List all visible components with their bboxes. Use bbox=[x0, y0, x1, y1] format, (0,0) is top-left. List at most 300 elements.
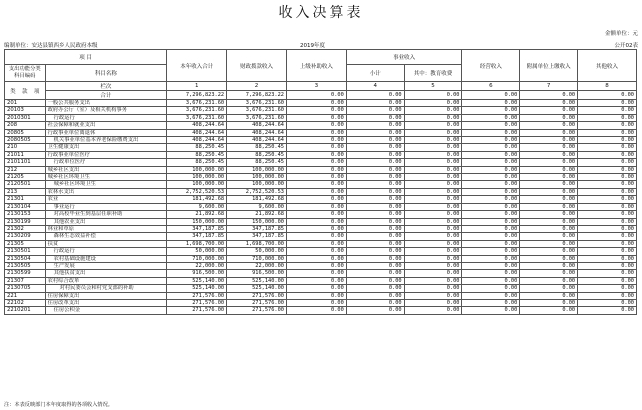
row-value: 0.00 bbox=[404, 240, 462, 247]
row-value: 2,752,520.53 bbox=[167, 188, 227, 195]
row-value: 0.00 bbox=[286, 292, 346, 299]
row-value: 0.00 bbox=[462, 262, 520, 269]
row-value: 0.00 bbox=[346, 181, 404, 188]
amount-unit-label: 金额单位：元 bbox=[604, 31, 638, 37]
row-value: 0.00 bbox=[286, 225, 346, 232]
row-value: 0.00 bbox=[520, 129, 578, 136]
table-row bbox=[5, 144, 637, 151]
row-value: 347,187.85 bbox=[227, 225, 287, 232]
row-value: 0.00 bbox=[286, 285, 346, 292]
row-value: 22,000.00 bbox=[167, 262, 227, 269]
row-value: 2,752,520.53 bbox=[227, 188, 287, 195]
row-name: 政府办公厅（室）及相关机构事务 bbox=[45, 107, 167, 114]
row-code: 2130104 bbox=[5, 203, 46, 210]
header-xiang: 项 bbox=[33, 88, 40, 95]
row-name: 住房改革支出 bbox=[45, 299, 167, 306]
row-value: 0.00 bbox=[520, 248, 578, 255]
row-value: 347,187.85 bbox=[227, 233, 287, 240]
row-value: 0.00 bbox=[462, 233, 520, 240]
row-value: 0.00 bbox=[462, 255, 520, 262]
row-code: 21307 bbox=[5, 277, 46, 284]
row-code: 2130599 bbox=[5, 270, 46, 277]
row-value: 0.00 bbox=[578, 292, 637, 299]
row-value: 0.00 bbox=[404, 225, 462, 232]
row-value: 100,000.00 bbox=[167, 166, 227, 173]
row-value: 0.00 bbox=[578, 166, 637, 173]
row-value: 0.00 bbox=[578, 285, 637, 292]
total-value: 0.00 bbox=[346, 91, 404, 100]
row-name: 生产发展 bbox=[45, 262, 167, 269]
row-value: 710,000.00 bbox=[167, 255, 227, 262]
header-superior: 上级补助收入 bbox=[286, 50, 346, 82]
row-value: 0.00 bbox=[520, 270, 578, 277]
row-value: 50,000.00 bbox=[167, 248, 227, 255]
row-value: 0.00 bbox=[520, 188, 578, 195]
row-value: 0.00 bbox=[346, 270, 404, 277]
row-code: 2120501 bbox=[5, 181, 46, 188]
row-value: 181,492.68 bbox=[227, 196, 287, 203]
row-value: 0.00 bbox=[578, 151, 637, 158]
row-value: 0.00 bbox=[520, 211, 578, 218]
row-value: 0.00 bbox=[578, 188, 637, 195]
header-name: 科目名称 bbox=[45, 65, 167, 82]
row-name: 森林生态效益补偿 bbox=[45, 233, 167, 240]
row-value: 0.00 bbox=[462, 211, 520, 218]
row-value: 0.00 bbox=[404, 100, 462, 107]
row-value: 0.00 bbox=[520, 100, 578, 107]
row-code: 21305 bbox=[5, 240, 46, 247]
row-value: 0.00 bbox=[578, 218, 637, 225]
row-value: 916,500.00 bbox=[167, 270, 227, 277]
header-lei-kuan-xiang bbox=[5, 82, 46, 100]
row-value: 0.00 bbox=[346, 107, 404, 114]
page-title: 收入决算表 bbox=[278, 5, 364, 21]
row-name: 对高校毕业生到基层任职补助 bbox=[45, 211, 167, 218]
row-value: 0.00 bbox=[520, 137, 578, 144]
col-number: 3 bbox=[286, 82, 346, 91]
row-value: 0.00 bbox=[404, 181, 462, 188]
row-value: 408,244.64 bbox=[227, 122, 287, 129]
row-value: 0.00 bbox=[346, 277, 404, 284]
row-code: 22102 bbox=[5, 299, 46, 306]
fiscal-year: 2019年度 bbox=[300, 43, 325, 49]
row-name: 一般公共服务支出 bbox=[45, 100, 167, 107]
row-value: 0.00 bbox=[404, 114, 462, 121]
table-row bbox=[5, 166, 637, 173]
row-value: 0.00 bbox=[462, 299, 520, 306]
row-value: 271,576.00 bbox=[227, 307, 287, 314]
row-name: 行政事业单位离退休 bbox=[45, 129, 167, 136]
row-value: 150,000.00 bbox=[227, 218, 287, 225]
row-value: 0.00 bbox=[462, 100, 520, 107]
row-value: 347,187.85 bbox=[167, 225, 227, 232]
row-value: 0.00 bbox=[286, 218, 346, 225]
row-value: 3,676,231.60 bbox=[167, 114, 227, 121]
row-code: 2130705 bbox=[5, 285, 46, 292]
row-value: 408,244.64 bbox=[167, 122, 227, 129]
row-value: 916,500.00 bbox=[227, 270, 287, 277]
total-value: 7,296,823.22 bbox=[167, 91, 227, 100]
row-value: 0.00 bbox=[578, 255, 637, 262]
table-row bbox=[5, 151, 637, 158]
row-value: 0.00 bbox=[462, 292, 520, 299]
header-business: 事业收入 bbox=[346, 50, 462, 65]
row-value: 0.00 bbox=[462, 137, 520, 144]
income-table bbox=[4, 49, 637, 315]
row-value: 0.00 bbox=[520, 151, 578, 158]
row-name: 卫生健康支出 bbox=[45, 144, 167, 151]
row-code: 2130199 bbox=[5, 218, 46, 225]
row-code: 2130505 bbox=[5, 262, 46, 269]
col-number: 8 bbox=[578, 82, 637, 91]
row-value: 0.00 bbox=[520, 262, 578, 269]
header-affiliated: 附属单位上缴收入 bbox=[520, 50, 578, 82]
table-row bbox=[5, 188, 637, 195]
row-value: 0.00 bbox=[286, 174, 346, 181]
row-value: 0.00 bbox=[462, 151, 520, 158]
row-value: 0.00 bbox=[404, 122, 462, 129]
row-value: 0.00 bbox=[578, 196, 637, 203]
row-value: 0.00 bbox=[286, 107, 346, 114]
row-code: 2130209 bbox=[5, 233, 46, 240]
row-code: 2130501 bbox=[5, 248, 46, 255]
row-code: 208 bbox=[5, 122, 46, 129]
row-value: 50,000.00 bbox=[227, 248, 287, 255]
row-value: 3,676,231.60 bbox=[227, 100, 287, 107]
row-value: 0.00 bbox=[520, 240, 578, 247]
row-value: 0.00 bbox=[346, 151, 404, 158]
row-value: 0.00 bbox=[404, 196, 462, 203]
row-value: 0.00 bbox=[286, 248, 346, 255]
total-value: 0.00 bbox=[404, 91, 462, 100]
row-value: 0.00 bbox=[462, 107, 520, 114]
row-value: 3,676,231.60 bbox=[167, 107, 227, 114]
row-value: 710,000.00 bbox=[227, 255, 287, 262]
table-row bbox=[5, 211, 637, 218]
row-value: 271,576.00 bbox=[167, 307, 227, 314]
table-row bbox=[5, 100, 637, 107]
row-value: 0.00 bbox=[462, 307, 520, 314]
table-row bbox=[5, 196, 637, 203]
total-value: 0.00 bbox=[520, 91, 578, 100]
row-value: 0.00 bbox=[520, 307, 578, 314]
row-value: 0.00 bbox=[578, 122, 637, 129]
row-value: 100,000.00 bbox=[167, 181, 227, 188]
table-row bbox=[5, 122, 637, 129]
row-value: 0.00 bbox=[462, 196, 520, 203]
row-value: 0.00 bbox=[286, 181, 346, 188]
row-value: 0.00 bbox=[404, 144, 462, 151]
row-value: 22,000.00 bbox=[227, 262, 287, 269]
row-value: 0.00 bbox=[578, 225, 637, 232]
row-name: 行政单位医疗 bbox=[45, 159, 167, 166]
row-code: 212 bbox=[5, 166, 46, 173]
header-project: 项 目 bbox=[5, 50, 167, 65]
row-value: 0.00 bbox=[404, 285, 462, 292]
row-value: 0.00 bbox=[346, 137, 404, 144]
row-code: 21302 bbox=[5, 225, 46, 232]
row-value: 0.00 bbox=[346, 188, 404, 195]
footnote: 注：本表反映部门本年度取得的各项收入情况。 bbox=[4, 402, 113, 408]
row-code: 201 bbox=[5, 100, 46, 107]
row-value: 0.00 bbox=[346, 122, 404, 129]
row-value: 0.00 bbox=[404, 307, 462, 314]
header-row-label: 栏次 bbox=[45, 82, 167, 91]
row-value: 0.00 bbox=[346, 233, 404, 240]
row-value: 0.00 bbox=[286, 144, 346, 151]
row-value: 525,140.00 bbox=[167, 277, 227, 284]
row-value: 0.00 bbox=[520, 166, 578, 173]
form-number: 公开02表 bbox=[614, 43, 638, 49]
row-value: 0.00 bbox=[346, 307, 404, 314]
row-name: 住房保障支出 bbox=[45, 292, 167, 299]
table-row bbox=[5, 255, 637, 262]
row-value: 0.00 bbox=[346, 174, 404, 181]
row-value: 0.00 bbox=[346, 285, 404, 292]
table-header bbox=[5, 50, 637, 100]
table-row bbox=[5, 299, 637, 306]
row-code: 2130153 bbox=[5, 211, 46, 218]
row-value: 0.00 bbox=[578, 129, 637, 136]
row-value: 408,244.64 bbox=[227, 137, 287, 144]
row-value: 0.00 bbox=[286, 262, 346, 269]
row-value: 0.00 bbox=[578, 137, 637, 144]
row-value: 0.00 bbox=[286, 203, 346, 210]
row-value: 0.00 bbox=[578, 248, 637, 255]
row-value: 0.00 bbox=[462, 225, 520, 232]
row-value: 0.00 bbox=[286, 159, 346, 166]
row-value: 0.00 bbox=[346, 144, 404, 151]
row-value: 0.00 bbox=[520, 196, 578, 203]
row-value: 0.00 bbox=[346, 240, 404, 247]
row-value: 100,000.00 bbox=[227, 166, 287, 173]
row-value: 0.00 bbox=[462, 203, 520, 210]
row-value: 88,250.45 bbox=[227, 151, 287, 158]
row-name: 城乡社区环境卫生 bbox=[45, 174, 167, 181]
row-value: 0.00 bbox=[462, 248, 520, 255]
table-row bbox=[5, 307, 637, 314]
org-name: 安达县镇西乡人民政府本级 bbox=[31, 43, 98, 49]
row-value: 100,000.00 bbox=[227, 174, 287, 181]
header-subtotal: 小计 bbox=[346, 65, 404, 82]
row-name: 城乡社区环境卫生 bbox=[45, 181, 167, 188]
row-value: 0.00 bbox=[346, 218, 404, 225]
row-name: 机关事业单位基本养老保险缴费支出 bbox=[45, 137, 167, 144]
row-value: 21,892.68 bbox=[167, 211, 227, 218]
table-row bbox=[5, 129, 637, 136]
header-total: 本年收入合计 bbox=[167, 50, 227, 82]
row-value: 3,676,231.60 bbox=[167, 100, 227, 107]
total-value: 7,296,823.22 bbox=[227, 91, 287, 100]
row-name: 农业 bbox=[45, 196, 167, 203]
row-name: 农林水支出 bbox=[45, 188, 167, 195]
table-row bbox=[5, 240, 637, 247]
row-value: 0.00 bbox=[578, 299, 637, 306]
row-name: 行政事业单位医疗 bbox=[45, 151, 167, 158]
row-value: 0.00 bbox=[286, 129, 346, 136]
row-value: 271,576.00 bbox=[227, 299, 287, 306]
row-value: 0.00 bbox=[520, 218, 578, 225]
header-other: 其他收入 bbox=[578, 50, 637, 82]
header-lei: 类 bbox=[10, 88, 16, 95]
row-value: 0.00 bbox=[346, 129, 404, 136]
row-code: 21011 bbox=[5, 151, 46, 158]
table-row bbox=[5, 181, 637, 188]
row-value: 9,600.00 bbox=[167, 203, 227, 210]
table-body bbox=[5, 100, 637, 315]
row-value: 0.00 bbox=[520, 181, 578, 188]
row-name: 扶贫 bbox=[45, 240, 167, 247]
row-code: 21205 bbox=[5, 174, 46, 181]
row-value: 0.00 bbox=[404, 218, 462, 225]
row-value: 0.00 bbox=[404, 174, 462, 181]
row-value: 0.00 bbox=[578, 159, 637, 166]
row-value: 0.00 bbox=[286, 196, 346, 203]
row-value: 0.00 bbox=[462, 188, 520, 195]
col-number: 4 bbox=[346, 82, 404, 91]
table-row bbox=[5, 114, 637, 121]
row-value: 0.00 bbox=[462, 181, 520, 188]
row-value: 9,600.00 bbox=[227, 203, 287, 210]
row-value: 0.00 bbox=[462, 218, 520, 225]
row-code: 21301 bbox=[5, 196, 46, 203]
row-value: 0.00 bbox=[404, 211, 462, 218]
table-row bbox=[5, 107, 637, 114]
row-value: 0.00 bbox=[462, 270, 520, 277]
table-row bbox=[5, 203, 637, 210]
row-value: 271,576.00 bbox=[167, 292, 227, 299]
row-value: 0.00 bbox=[286, 114, 346, 121]
row-value: 0.00 bbox=[346, 203, 404, 210]
row-value: 0.00 bbox=[520, 233, 578, 240]
table-row bbox=[5, 137, 637, 144]
row-value: 0.00 bbox=[578, 144, 637, 151]
col-number: 7 bbox=[520, 82, 578, 91]
row-value: 0.00 bbox=[578, 233, 637, 240]
row-value: 525,140.00 bbox=[167, 285, 227, 292]
row-code: 210 bbox=[5, 144, 46, 151]
row-value: 0.00 bbox=[578, 181, 637, 188]
row-code: 2210201 bbox=[5, 307, 46, 314]
row-code: 213 bbox=[5, 188, 46, 195]
row-value: 0.00 bbox=[462, 122, 520, 129]
row-value: 0.00 bbox=[404, 159, 462, 166]
row-value: 0.00 bbox=[520, 292, 578, 299]
row-value: 0.00 bbox=[578, 240, 637, 247]
row-value: 0.00 bbox=[578, 277, 637, 284]
row-value: 0.00 bbox=[578, 114, 637, 121]
row-value: 3,676,231.60 bbox=[227, 114, 287, 121]
org-info bbox=[4, 41, 98, 49]
row-value: 0.00 bbox=[578, 270, 637, 277]
row-value: 0.00 bbox=[404, 248, 462, 255]
total-value: 0.00 bbox=[462, 91, 520, 100]
table-row bbox=[5, 174, 637, 181]
row-name: 对村民委员会和村党支部的补助 bbox=[45, 285, 167, 292]
row-value: 0.00 bbox=[346, 299, 404, 306]
row-value: 0.00 bbox=[404, 137, 462, 144]
row-value: 1,698,700.00 bbox=[167, 240, 227, 247]
row-name: 行政运行 bbox=[45, 114, 167, 121]
row-value: 0.00 bbox=[346, 248, 404, 255]
row-code: 2080505 bbox=[5, 137, 46, 144]
table-row bbox=[5, 218, 637, 225]
row-value: 0.00 bbox=[286, 270, 346, 277]
row-value: 0.00 bbox=[404, 107, 462, 114]
row-name: 其他扶贫支出 bbox=[45, 270, 167, 277]
row-code: 2010301 bbox=[5, 114, 46, 121]
row-value: 408,244.64 bbox=[167, 137, 227, 144]
row-value: 0.00 bbox=[404, 270, 462, 277]
row-value: 0.00 bbox=[462, 240, 520, 247]
row-value: 0.00 bbox=[346, 196, 404, 203]
row-code: 221 bbox=[5, 292, 46, 299]
row-value: 0.00 bbox=[578, 211, 637, 218]
row-code: 2130504 bbox=[5, 255, 46, 262]
row-value: 0.00 bbox=[462, 159, 520, 166]
row-value: 0.00 bbox=[404, 166, 462, 173]
row-value: 0.00 bbox=[286, 255, 346, 262]
row-name: 事业运行 bbox=[45, 203, 167, 210]
row-value: 0.00 bbox=[520, 299, 578, 306]
row-code: 20805 bbox=[5, 129, 46, 136]
row-value: 408,244.64 bbox=[167, 129, 227, 136]
row-value: 0.00 bbox=[578, 307, 637, 314]
row-value: 100,000.00 bbox=[167, 174, 227, 181]
row-value: 0.00 bbox=[346, 292, 404, 299]
row-value: 88,250.45 bbox=[167, 151, 227, 158]
row-value: 88,250.45 bbox=[167, 159, 227, 166]
header-fiscal: 财政拨款收入 bbox=[227, 50, 287, 82]
row-name: 行政运行 bbox=[45, 248, 167, 255]
total-label: 合计 bbox=[45, 91, 167, 100]
row-name: 住房公积金 bbox=[45, 307, 167, 314]
row-value: 0.00 bbox=[346, 262, 404, 269]
row-value: 0.00 bbox=[346, 255, 404, 262]
row-value: 525,140.00 bbox=[227, 285, 287, 292]
row-value: 0.00 bbox=[578, 262, 637, 269]
org-label: 编制单位： bbox=[4, 43, 32, 49]
row-value: 271,576.00 bbox=[167, 299, 227, 306]
row-value: 1,698,700.00 bbox=[227, 240, 287, 247]
row-value: 0.00 bbox=[286, 188, 346, 195]
row-name: 社会保障和就业支出 bbox=[45, 122, 167, 129]
row-value: 88,250.45 bbox=[227, 159, 287, 166]
row-value: 150,000.00 bbox=[167, 218, 227, 225]
row-value: 0.00 bbox=[520, 277, 578, 284]
header-operating: 经营收入 bbox=[462, 50, 520, 82]
row-value: 0.00 bbox=[404, 233, 462, 240]
row-value: 0.00 bbox=[520, 114, 578, 121]
row-value: 0.00 bbox=[520, 225, 578, 232]
row-value: 0.00 bbox=[286, 240, 346, 247]
row-value: 0.00 bbox=[578, 203, 637, 210]
row-name: 农村基础设施建设 bbox=[45, 255, 167, 262]
row-value: 0.00 bbox=[462, 114, 520, 121]
row-value: 181,492.68 bbox=[167, 196, 227, 203]
row-value: 0.00 bbox=[286, 122, 346, 129]
row-value: 88,250.45 bbox=[227, 144, 287, 151]
table-row bbox=[5, 285, 637, 292]
table-row bbox=[5, 292, 637, 299]
table-row bbox=[5, 159, 637, 166]
row-value: 0.00 bbox=[462, 174, 520, 181]
row-value: 0.00 bbox=[286, 233, 346, 240]
row-value: 0.00 bbox=[520, 159, 578, 166]
row-value: 0.00 bbox=[462, 277, 520, 284]
row-value: 0.00 bbox=[404, 203, 462, 210]
row-value: 0.00 bbox=[578, 100, 637, 107]
